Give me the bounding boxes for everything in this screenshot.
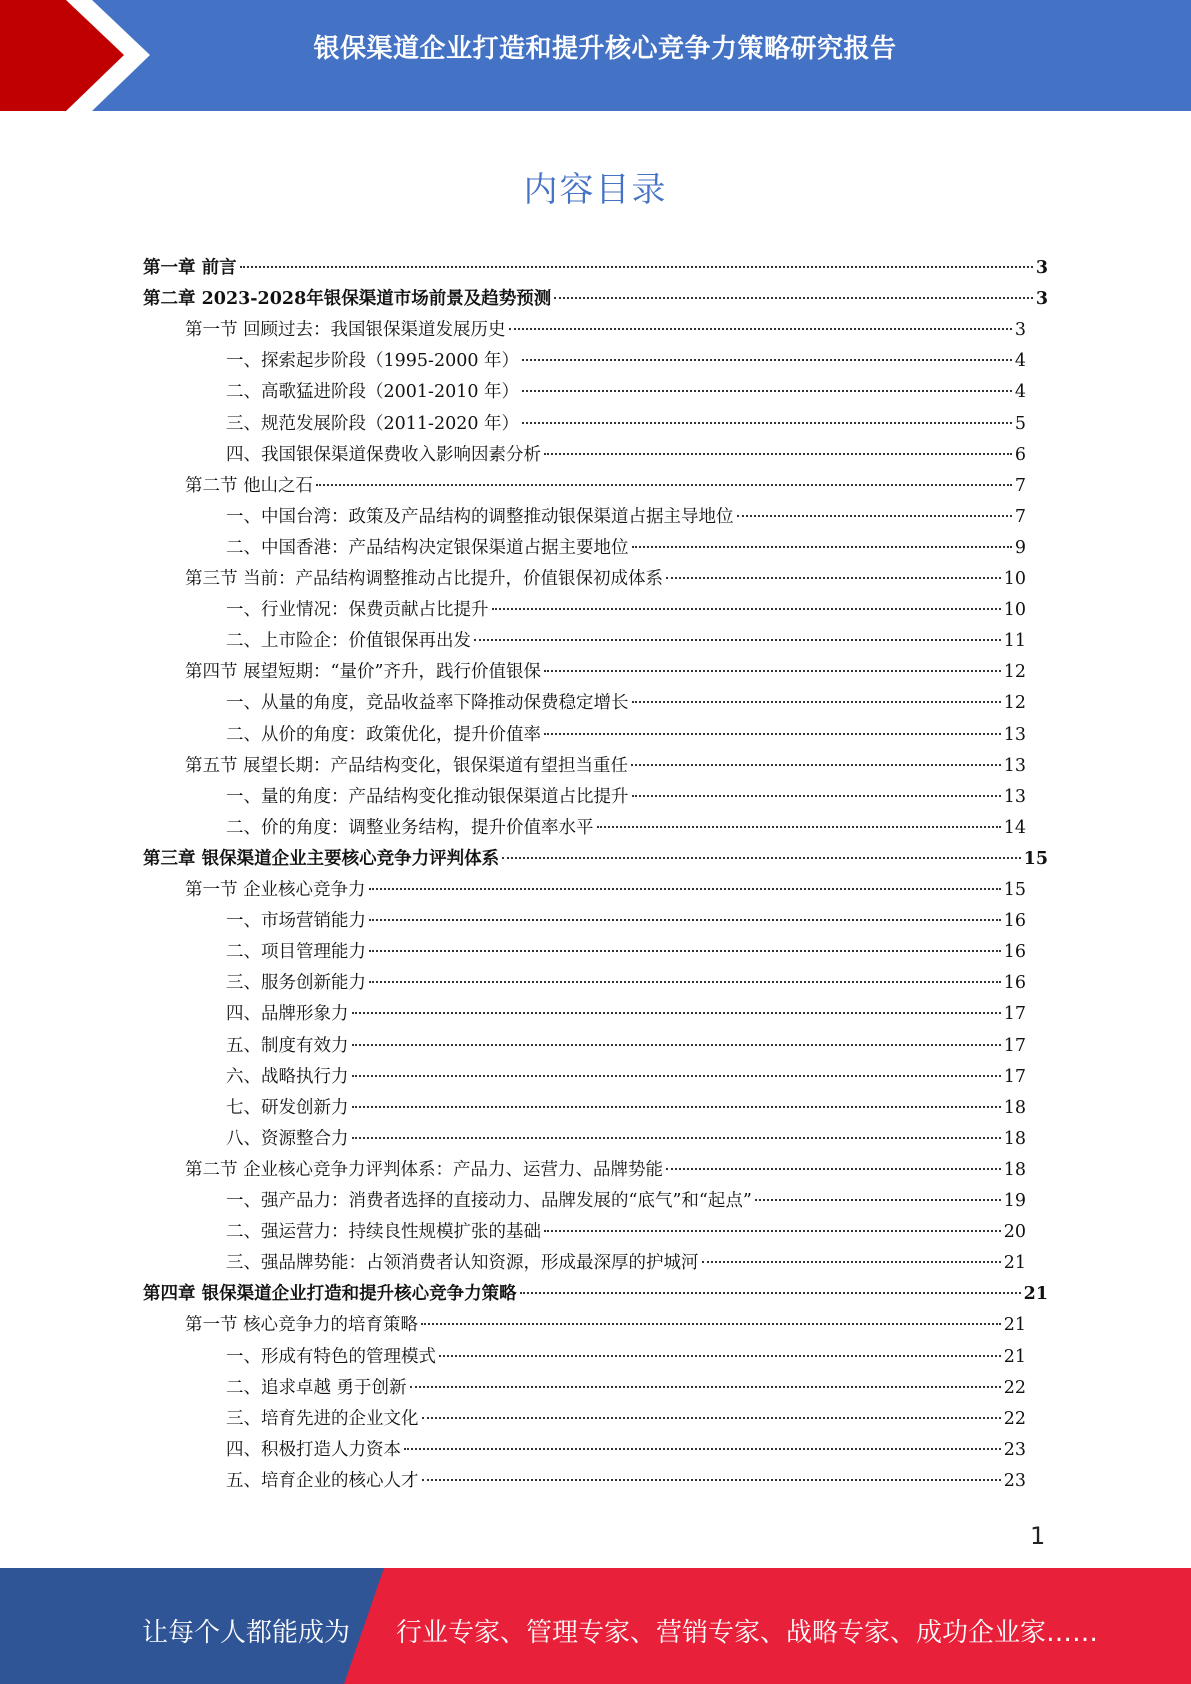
toc-entry-title: 二、上市险企：价值银保再出发 xyxy=(226,631,471,652)
toc-entry[interactable] xyxy=(226,1093,1026,1124)
toc-entry[interactable] xyxy=(226,999,1026,1030)
toc-entry-page: 22 xyxy=(1003,1377,1026,1398)
dot-leader xyxy=(544,670,1001,672)
toc-entry-page: 17 xyxy=(1003,1035,1026,1056)
toc-entry-page: 6 xyxy=(1014,444,1026,465)
toc-entry-page: 17 xyxy=(1003,1004,1026,1025)
dot-leader xyxy=(369,981,1001,983)
toc-entry-page: 16 xyxy=(1003,973,1026,994)
dot-leader xyxy=(369,950,1001,952)
toc-heading: 内容目录 xyxy=(523,170,668,210)
toc-entry[interactable] xyxy=(226,1248,1026,1279)
toc-entry-page: 7 xyxy=(1014,506,1026,527)
dot-leader xyxy=(352,1137,1001,1139)
toc-entry-title: 第五节 展望长期：产品结构变化，银保渠道有望担当重任 xyxy=(185,755,629,776)
dot-leader xyxy=(369,919,1001,921)
toc-entry-page: 10 xyxy=(1003,600,1026,621)
toc-entry-title: 七、研发创新力 xyxy=(226,1097,349,1118)
footer-roles: 行业专家、管理专家、营销专家、战略专家、成功企业家…… xyxy=(396,1618,1099,1648)
toc-entry-title: 六、战略执行力 xyxy=(226,1066,349,1087)
toc-entry-page: 3 xyxy=(1035,289,1048,310)
toc-entry-page: 13 xyxy=(1003,755,1026,776)
toc-entry[interactable] xyxy=(143,284,1048,315)
toc-entry-page: 19 xyxy=(1003,1191,1026,1211)
toc-entry-title: 第三节 当前：产品结构调整推动占比提升，价值银保初成体系 xyxy=(185,569,664,589)
dot-leader xyxy=(632,795,1001,797)
toc-entry-page: 15 xyxy=(1003,880,1026,900)
toc-entry[interactable] xyxy=(226,1217,1026,1248)
dot-leader xyxy=(522,422,1012,424)
toc-entry[interactable] xyxy=(226,1342,1026,1373)
dot-leader xyxy=(352,1075,1001,1077)
toc-entry-title: 第四章 银保渠道企业打造和提升核心竞争力策略 xyxy=(143,1284,517,1305)
dot-leader xyxy=(369,888,1001,890)
toc-entry-title: 二、中国香港：产品结构决定银保渠道占据主要地位 xyxy=(226,537,629,558)
toc-entry[interactable] xyxy=(226,1031,1026,1062)
toc-entry-title: 四、积极打造人力资本 xyxy=(226,1439,401,1460)
toc-entry-page: 16 xyxy=(1003,942,1026,963)
dot-leader xyxy=(509,328,1012,330)
toc-entry-title: 五、培育企业的核心人才 xyxy=(226,1470,419,1491)
dot-leader xyxy=(422,1417,1001,1419)
dot-leader xyxy=(666,577,1001,579)
toc-entry[interactable] xyxy=(226,937,1026,968)
footer-slogan: 让每个人都能成为 xyxy=(142,1618,351,1648)
dot-leader xyxy=(520,1292,1021,1294)
toc-entry-title: 二、追求卓越 勇于创新 xyxy=(226,1377,407,1398)
toc-entry-title: 第一章 前言 xyxy=(143,258,237,278)
toc-entry-page: 14 xyxy=(1003,817,1026,838)
dot-leader xyxy=(492,608,1001,610)
dot-leader xyxy=(737,515,1012,517)
dot-leader xyxy=(240,266,1033,268)
toc-entry-page: 15 xyxy=(1023,848,1048,869)
dot-leader xyxy=(502,857,1021,859)
toc-entry[interactable] xyxy=(226,1466,1026,1497)
toc-entry-page: 9 xyxy=(1014,537,1026,558)
toc-entry[interactable] xyxy=(226,782,1026,813)
toc-entry-title: 第一节 核心竞争力的培育策略 xyxy=(185,1315,419,1336)
dot-leader xyxy=(474,639,1001,641)
toc-entry[interactable] xyxy=(226,720,1026,751)
dot-leader xyxy=(422,1479,1001,1481)
toc-entry-title: 四、品牌形象力 xyxy=(226,1004,349,1025)
toc-entry-title: 二、从价的角度：政策优化，提升价值率 xyxy=(226,724,541,745)
toc-entry[interactable] xyxy=(226,1404,1026,1435)
toc-entry[interactable] xyxy=(226,1373,1026,1404)
toc-entry-page: 13 xyxy=(1003,786,1026,807)
toc-entry-title: 第二节 企业核心竞争力评判体系：产品力、运营力、品牌势能 xyxy=(185,1159,664,1180)
toc-entry-title: 第四节 展望短期：“量价”齐升，践行价值银保 xyxy=(185,662,541,683)
dot-leader xyxy=(702,1261,1001,1263)
toc-entry-page: 18 xyxy=(1003,1097,1026,1118)
toc-entry-page: 21 xyxy=(1003,1315,1026,1336)
toc-entry[interactable] xyxy=(226,1435,1026,1466)
dot-leader xyxy=(522,390,1012,392)
dot-leader xyxy=(316,484,1012,486)
dot-leader xyxy=(404,1448,1001,1450)
dot-leader xyxy=(522,359,1012,361)
toc-entry-title: 五、制度有效力 xyxy=(226,1035,349,1056)
toc-entry-page: 16 xyxy=(1003,911,1026,932)
header-banner xyxy=(0,0,1191,111)
dot-leader xyxy=(755,1199,1001,1201)
toc-entry-title: 第二节 他山之石 xyxy=(185,475,314,496)
toc-entry[interactable] xyxy=(226,346,1026,377)
dot-leader xyxy=(544,1230,1001,1232)
toc-entry[interactable] xyxy=(185,751,1026,782)
toc-entry-title: 一、量的角度：产品结构变化推动银保渠道占比提升 xyxy=(226,786,629,807)
toc-entry-page: 12 xyxy=(1003,662,1026,683)
toc-entry[interactable] xyxy=(226,813,1026,844)
dot-leader xyxy=(632,546,1012,548)
toc-entry-page: 20 xyxy=(1003,1222,1026,1243)
toc-entry[interactable] xyxy=(185,1310,1026,1341)
toc-entry-title: 一、从量的角度，竞品收益率下降推动保费稳定增长 xyxy=(226,693,629,714)
toc-entry-page: 17 xyxy=(1003,1066,1026,1087)
toc-entry[interactable] xyxy=(143,1279,1048,1310)
toc-entry-page: 21 xyxy=(1003,1253,1026,1274)
toc-entry-page: 23 xyxy=(1003,1470,1026,1491)
toc-entry[interactable] xyxy=(226,1124,1026,1155)
toc-entry-page: 4 xyxy=(1014,382,1026,403)
toc-entry-title: 四、我国银保渠道保费收入影响因素分析 xyxy=(226,444,541,465)
dot-leader xyxy=(544,453,1012,455)
page-number: 1 xyxy=(1030,1522,1046,1550)
toc-entry[interactable] xyxy=(226,533,1026,564)
toc-entry-title: 二、价的角度：调整业务结构，提升价值率水平 xyxy=(226,817,594,838)
toc-entry[interactable] xyxy=(185,471,1026,502)
toc-entry-title: 二、高歌猛进阶段（2001-2010 年） xyxy=(226,382,520,403)
toc-entry[interactable] xyxy=(226,595,1026,626)
toc-entry-page: 21 xyxy=(1023,1284,1048,1305)
toc-entry[interactable] xyxy=(226,440,1026,471)
toc-entry-page: 10 xyxy=(1003,569,1026,589)
toc-entry-title: 一、探索起步阶段（1995-2000 年） xyxy=(226,351,520,372)
toc-entry-title: 三、规范发展阶段（2011-2020 年） xyxy=(226,413,520,434)
toc-entry-page: 18 xyxy=(1003,1128,1026,1149)
toc-entry-title: 第二章 2023-2028年银保渠道市场前景及趋势预测 xyxy=(143,289,552,310)
toc-entry[interactable] xyxy=(185,1155,1026,1186)
toc-entry-title: 一、行业情况：保费贡献占比提升 xyxy=(226,600,489,621)
toc-entry-title: 八、资源整合力 xyxy=(226,1128,349,1149)
toc-entry[interactable] xyxy=(143,844,1048,875)
toc-entry[interactable] xyxy=(226,626,1026,657)
toc-entry-page: 7 xyxy=(1014,475,1026,496)
toc-entry-title: 二、强运营力：持续良性规模扩张的基础 xyxy=(226,1222,541,1243)
toc-entry[interactable] xyxy=(226,968,1026,999)
dot-leader xyxy=(632,701,1001,703)
toc-entry[interactable] xyxy=(226,1186,1026,1217)
toc-entry[interactable] xyxy=(185,657,1026,688)
toc-entry[interactable] xyxy=(226,377,1026,408)
toc-entry[interactable] xyxy=(185,564,1026,595)
toc-entry[interactable] xyxy=(226,1062,1026,1093)
toc-entry-title: 三、服务创新能力 xyxy=(226,973,366,994)
toc-entry-title: 三、培育先进的企业文化 xyxy=(226,1408,419,1429)
dot-leader xyxy=(410,1386,1001,1388)
dot-leader xyxy=(544,733,1001,735)
toc-entry[interactable] xyxy=(226,502,1026,533)
toc-entry-page: 13 xyxy=(1003,724,1026,745)
toc-entry-title: 一、强产品力：消费者选择的直接动力、品牌发展的“底气”和“起点” xyxy=(226,1191,752,1211)
toc-entry-title: 第一节 企业核心竞争力 xyxy=(185,880,366,900)
toc-entry-title: 一、形成有特色的管理模式 xyxy=(226,1346,436,1367)
toc-entry-page: 3 xyxy=(1035,258,1048,278)
toc-entry-page: 11 xyxy=(1003,631,1026,652)
toc-entry[interactable] xyxy=(226,409,1026,440)
toc-entry-page: 22 xyxy=(1003,1408,1026,1429)
toc-entry-page: 23 xyxy=(1003,1439,1026,1460)
report-title: 银保渠道企业打造和提升核心竞争力策略研究报告 xyxy=(313,34,897,64)
toc-entry[interactable] xyxy=(185,315,1026,346)
toc-entry-title: 第一节 回顾过去：我国银保渠道发展历史 xyxy=(185,320,506,341)
dot-leader xyxy=(352,1106,1001,1108)
toc-entry[interactable] xyxy=(226,906,1026,937)
dot-leader xyxy=(439,1355,1001,1357)
toc-entry-title: 三、强品牌势能：占领消费者认知资源，形成最深厚的护城河 xyxy=(226,1253,699,1274)
dot-leader xyxy=(352,1012,1001,1014)
toc-entry[interactable] xyxy=(143,253,1048,284)
toc-entry-page: 4 xyxy=(1014,351,1026,372)
dot-leader xyxy=(352,1044,1001,1046)
toc-entry[interactable] xyxy=(226,688,1026,719)
dot-leader xyxy=(554,297,1033,299)
toc-entry-title: 第三章 银保渠道企业主要核心竞争力评判体系 xyxy=(143,848,500,869)
toc-entry-title: 一、中国台湾：政策及产品结构的调整推动银保渠道占据主导地位 xyxy=(226,506,734,527)
toc-entry-page: 12 xyxy=(1003,693,1026,714)
toc-entry-title: 二、项目管理能力 xyxy=(226,942,366,963)
toc-entry-title: 一、市场营销能力 xyxy=(226,911,366,932)
toc-entry-page: 21 xyxy=(1003,1346,1026,1367)
toc-entry-page: 3 xyxy=(1014,320,1026,341)
dot-leader xyxy=(631,764,1001,766)
dot-leader xyxy=(421,1323,1001,1325)
dot-leader xyxy=(666,1168,1001,1170)
toc-entry-page: 18 xyxy=(1003,1159,1026,1180)
toc-entry-page: 5 xyxy=(1014,413,1026,434)
dot-leader xyxy=(597,826,1001,828)
toc-entry[interactable] xyxy=(185,875,1026,906)
